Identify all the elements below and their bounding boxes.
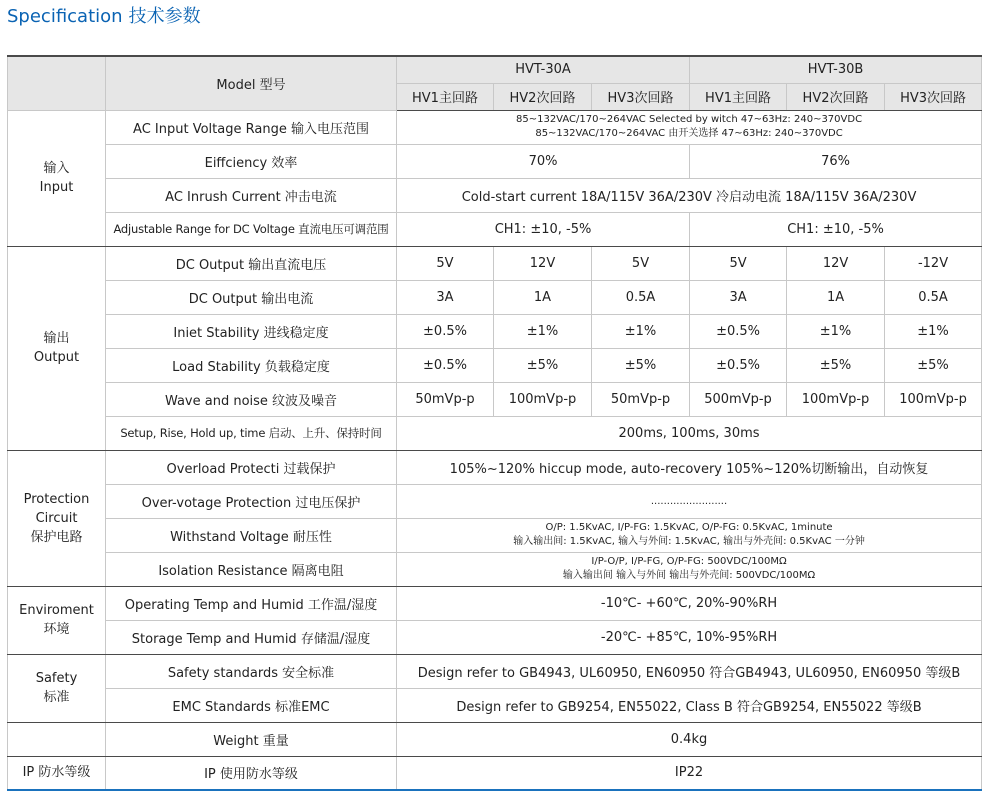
header-blank-cell [8,56,106,110]
group-weight-blank [8,722,106,756]
value-overvoltage: ........................ [397,484,982,518]
cell-value: ±1% [885,314,982,348]
value-ac-input-line2: 85~132VAC/170~264VAC 由开关选择 47~63Hz: 240~370VDC [535,128,843,139]
label-timing: Setup, Rise, Hold up, time 启动、上升、保持时间 [106,416,397,450]
header-row-models [8,56,982,83]
cell-value: 100mVp-p [885,382,982,416]
loop-header: HV2次回路 [787,83,885,110]
cell-value: ±5% [592,348,690,382]
label-isolation: Isolation Resistance 隔离电阻 [106,552,397,586]
group-protection-zh: 保护电路 [30,529,83,545]
label-efficiency: Eiffciency 效率 [106,144,397,178]
cell-value: ±5% [787,348,885,382]
group-input-zh: 输入 [43,161,70,176]
value-st-temp: -20℃- +85℃, 10%-95%RH [397,620,982,654]
value-isolation [397,552,982,586]
row-st-temp [8,620,982,654]
cell-value: 3A [397,280,494,314]
cell-value: -12V [885,246,982,280]
row-ac-input [8,110,982,144]
group-output-en: Output [33,350,80,365]
row-line-stability [8,314,982,348]
label-adjust: Adjustable Range for DC Voltage 直流电压可调范围 [106,212,397,246]
row-isolation [8,552,982,586]
row-ripple [8,382,982,416]
label-st-temp: Storage Temp and Humid 存储温/湿度 [106,620,397,654]
value-emc-std: Design refer to GB9254, EN55022, Class B 符合GB9254, EN55022 等级B [397,688,982,722]
label-ripple: Wave and noise 纹波及噪音 [106,382,397,416]
row-overload [8,450,982,484]
value-safety-std: Design refer to GB4943, UL60950, EN60950 符合GB4943, UL60950, EN60950 等级B [397,654,982,688]
cell-value: 5V [690,246,787,280]
cell-value: 12V [787,246,885,280]
page-title [7,3,201,31]
row-efficiency [8,144,982,178]
label-dc-voltage: DC Output 输出直流电压 [106,246,397,280]
label-ac-input: AC Input Voltage Range 输入电压范围 [106,110,397,144]
label-emc-std: EMC Standards 标准EMC [106,688,397,722]
cell-value: 50mVp-p [592,382,690,416]
value-ac-input-line1: 85~132VAC/170~264VAC Selected by witch 47~63Hz: 240~370VDC [515,114,863,125]
row-dc-current [8,280,982,314]
value-adjust-b: CH1: ±10, -5% [690,212,982,246]
label-ip: IP 使用防水等级 [106,756,397,790]
group-environment-en: Enviroment [19,603,94,618]
title-english: Specification [7,6,123,27]
row-op-temp [8,586,982,620]
label-dc-current: DC Output 输出电流 [106,280,397,314]
row-safety-std [8,654,982,688]
cell-value: 0.5A [592,280,690,314]
row-adjust [8,212,982,246]
value-withstand [397,518,982,552]
group-protection-en1: Protection [23,491,90,507]
group-protection [8,450,106,586]
group-safety-en: Safety [35,671,78,686]
value-adjust-a: CH1: ±10, -5% [397,212,690,246]
group-input [8,110,106,246]
label-weight: Weight 重量 [106,722,397,756]
value-isolation-line2: 输入输出间 输入与外间 输出与外壳间: 500VDC/100MΩ [562,570,816,581]
value-withstand-line2: 输入输出间: 1.5KvAC, 输入与外间: 1.5KvAC, 输出与外壳间: 0.5KvAC 一分钟 [513,536,865,547]
cell-value: ±1% [592,314,690,348]
row-overvoltage [8,484,982,518]
group-ip: IP 防水等级 [8,756,106,790]
cell-value: ±0.5% [690,314,787,348]
value-overload: 105%~120% hiccup mode, auto-recovery 105%~120%切断输出，自动恢复 [397,450,982,484]
group-environment-zh: 环境 [43,622,70,637]
loop-header: HV3次回路 [592,83,690,110]
group-environment [8,586,106,654]
label-overvoltage: Over-votage Protection 过电压保护 [106,484,397,518]
model-label: Model 型号 [106,56,397,110]
label-safety-std: Safety standards 安全标准 [106,654,397,688]
value-efficiency-b: 76% [690,144,982,178]
cell-value: 0.5A [885,280,982,314]
cell-value: ±5% [494,348,592,382]
row-weight [8,722,982,756]
row-load-stability [8,348,982,382]
group-safety-zh: 标准 [43,690,70,705]
row-withstand [8,518,982,552]
cell-value: 1A [787,280,885,314]
cell-value: 5V [397,246,494,280]
cell-value: ±1% [494,314,592,348]
loop-header: HV3次回路 [885,83,982,110]
value-ip: IP22 [397,756,982,790]
value-isolation-line1: I/P-O/P, I/P-FG, O/P-FG: 500VDC/100MΩ [591,556,787,567]
cell-value: ±0.5% [690,348,787,382]
group-output-zh: 输出 [43,331,70,346]
value-timing: 200ms, 100ms, 30ms [397,416,982,450]
cell-value: ±5% [885,348,982,382]
cell-value: 50mVp-p [397,382,494,416]
row-emc-std [8,688,982,722]
label-overload: Overload Protecti 过载保护 [106,450,397,484]
value-ac-input [397,110,982,144]
cell-value: 100mVp-p [494,382,592,416]
row-dc-voltage [8,246,982,280]
group-protection-en2: Circuit [35,510,78,526]
row-timing [8,416,982,450]
model-b-header: HVT-30B [690,56,982,83]
loop-header: HV1主回路 [690,83,787,110]
value-inrush: Cold-start current 18A/115V 36A/230V 冷启动电流 18A/115V 36A/230V [397,178,982,212]
loop-header: HV1主回路 [397,83,494,110]
group-output [8,246,106,450]
cell-value: 3A [690,280,787,314]
cell-value: ±0.5% [397,314,494,348]
cell-value: 100mVp-p [787,382,885,416]
value-withstand-line1: O/P: 1.5KvAC, I/P-FG: 1.5KvAC, O/P-FG: 0.5KvAC, 1minute [545,522,833,533]
label-inrush: AC Inrush Current 冲击电流 [106,178,397,212]
cell-value: ±0.5% [397,348,494,382]
cell-value: 500mVp-p [690,382,787,416]
value-weight: 0.4kg [397,722,982,756]
value-efficiency-a: 70% [397,144,690,178]
cell-value: 12V [494,246,592,280]
cell-value: 5V [592,246,690,280]
label-withstand: Withstand Voltage 耐压性 [106,518,397,552]
loop-header: HV2次回路 [494,83,592,110]
label-line-stability: Iniet Stability 进线稳定度 [106,314,397,348]
row-ip [8,756,982,790]
model-a-header: HVT-30A [397,56,690,83]
cell-value: ±1% [787,314,885,348]
value-op-temp: -10℃- +60℃, 20%-90%RH [397,586,982,620]
specification-table [7,55,982,791]
label-load-stability: Load Stability 负载稳定度 [106,348,397,382]
group-safety [8,654,106,722]
cell-value: 1A [494,280,592,314]
label-op-temp: Operating Temp and Humid 工作温/湿度 [106,586,397,620]
row-inrush [8,178,982,212]
group-input-en: Input [39,180,74,195]
title-chinese: 技术参数 [128,6,201,27]
